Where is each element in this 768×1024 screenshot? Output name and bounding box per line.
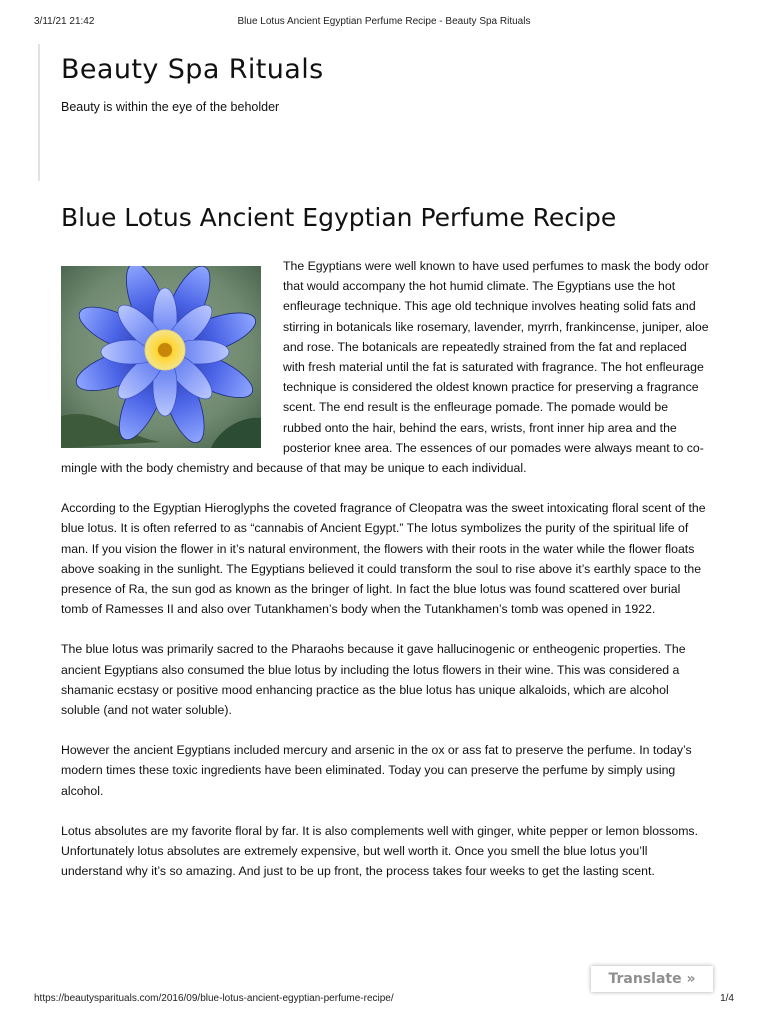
post-content xyxy=(61,256,709,901)
print-footer xyxy=(34,993,734,1007)
print-header xyxy=(34,16,734,30)
paragraph: Lotus absolutes are my favorite floral by far. It is also complements well with ginger, white pepper or lemon blossoms. Unfortunately lotus absolutes are extremely expensive, but well worth it. Once you smell the blue lotus you’ll understand why it’s so amazing. And just to be up front, the process takes four weeks to get the lasting scent. xyxy=(61,823,699,879)
translate-button[interactable]: Translate » xyxy=(591,966,713,992)
site-title[interactable]: Beauty Spa Rituals xyxy=(61,54,324,85)
site-header xyxy=(38,44,700,181)
print-datetime: 3/11/21 21:42 xyxy=(34,16,95,27)
print-page-title: Blue Lotus Ancient Egyptian Perfume Recipe - Beauty Spa Rituals xyxy=(237,16,531,27)
paragraph: The blue lotus was primarily sacred to the Pharaohs because it gave hallucinogenic or entheogenic properties. The ancient Egyptians also consumed the blue lotus by including the lotus flowers in their wine. This was considered a shamanic ecstasy or positive mood enhancing practice as the blue lotus has unique alkaloids, which are alcohol soluble (and not water soluble). xyxy=(61,642,686,718)
paragraph: According to the Egyptian Hieroglyphs the coveted fragrance of Cleopatra was the sweet intoxicating floral scent of the blue lotus. It is often referred to as “cannabis of Ancient Egypt.” The lotus symbolizes the purity of the spiritual life of man. If you vision the flower in it’s natural environment, the flowers with their roots in the water while the flower floats above soaking in the sunlight. The Egyptians believed it could transform the soul to rise above it’s earthly space to the presence of Ra, the sun god as known as the bringer of light. In fact the blue lotus was found scattered over burial tomb of Ramesses II and also over Tutankhamen’s body when the Tutankhamen’s tomb was opened in 1922. xyxy=(61,501,706,617)
blue-lotus-photo xyxy=(61,266,261,448)
paragraph: However the ancient Egyptians included mercury and arsenic in the ox or ass fat to preserve the perfume. In today’s modern times these toxic ingredients have been eliminated. Today you can preserve the perfume by simply using alcohol. xyxy=(61,743,692,798)
print-page-number: 1/4 xyxy=(720,993,734,1004)
print-url[interactable]: https://beautysparituals.com/2016/09/blue-lotus-ancient-egyptian-perfume-recipe/ xyxy=(34,993,394,1004)
site-tagline: Beauty is within the eye of the beholder xyxy=(61,100,280,114)
paragraph: The Egyptians were well known to have used perfumes to mask the body odor that would accompany the hot humid climate. The Egyptians use the hot enfleurage technique. This age old technique involves heating solid fats and stirring in botanicals like rosemary, lavender, myrrh, frankincense, juniper, aloe and rose. The botanicals are repeatedly strained from the fat and replaced with fresh material until the fat is saturated with fragrance. The hot enfleurage technique is considered the oldest known practice for preserving a fragrance scent. The end result is the enfleurage pomade. The pomade would be rubbed onto the hair, behind the ears, wrists, front inner hip area and the posterior knee area. The essences of our pomades were always meant to co-mingle with the body chemistry and because of that may be unique to each individual. xyxy=(61,259,709,476)
post-title: Blue Lotus Ancient Egyptian Perfume Recipe xyxy=(61,203,617,232)
